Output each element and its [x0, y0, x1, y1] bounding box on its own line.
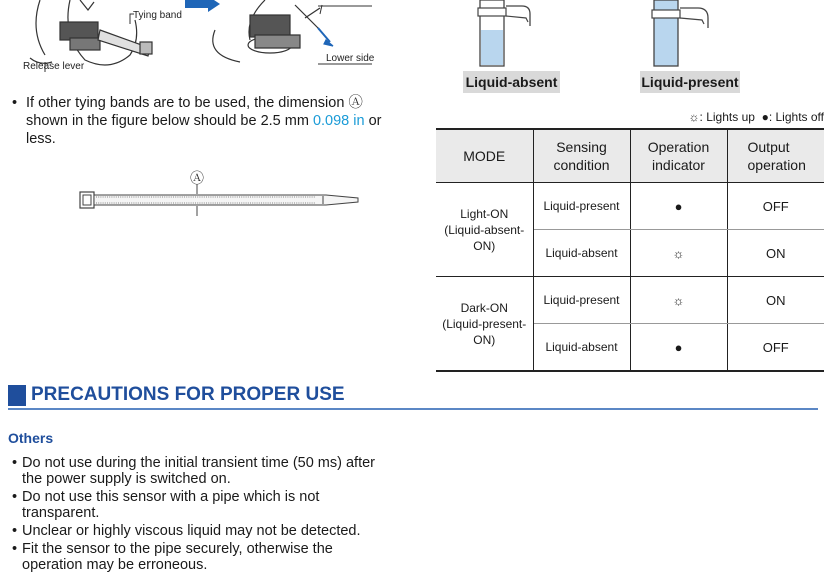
table-row: [436, 277, 824, 324]
condition-cell: Liquid-present: [533, 277, 630, 324]
subsection-title: Others: [8, 430, 54, 446]
header-output-operation: Output operation: [727, 129, 824, 183]
condition-cell: Liquid-absent: [533, 324, 630, 372]
list-item: • Fit the sensor to the pipe securely, otherwise the operation may be erroneous.: [12, 541, 333, 573]
liquid-present-drawing: [646, 0, 736, 68]
lights-off-text: : Lights off: [768, 110, 824, 124]
liquid-absent-label: Liquid-absent: [463, 71, 560, 93]
section-divider: [8, 408, 818, 410]
precautions-list: [12, 455, 392, 575]
liquid-absent-drawing: [470, 0, 560, 68]
mode-cell-light-on: Light-ON (Liquid-absent-ON): [436, 183, 533, 277]
section-marker: [8, 385, 26, 406]
note-line-2-post: or: [364, 113, 382, 129]
table-row: [436, 183, 824, 230]
lights-off-icon: ●: [761, 110, 769, 124]
bullet-icon: •: [12, 489, 18, 505]
liquid-present-label: Liquid-present: [640, 71, 740, 93]
output-cell: ON: [727, 277, 824, 324]
tying-band-note: [12, 94, 412, 148]
bullet-icon: •: [12, 455, 18, 471]
tying-band-label: Tying band: [133, 10, 182, 21]
note-inch-value: 0.098 in: [312, 113, 365, 129]
lights-up-icon: ☼: [688, 110, 700, 124]
release-lever-label: Release lever: [23, 61, 85, 72]
mode-cell-dark-on: Dark-ON (Liquid-present-ON): [436, 277, 533, 372]
indicator-lit-icon: ☼: [630, 230, 727, 277]
bullet-icon: •: [12, 523, 18, 539]
note-line-3: less.: [26, 131, 56, 147]
dimension-marker: Ⓐ: [190, 170, 204, 186]
header-sensing-condition: Sensing condition: [533, 129, 630, 183]
indicator-lit-icon: ☼: [630, 277, 727, 324]
output-cell: OFF: [727, 324, 824, 372]
output-cell: ON: [727, 230, 824, 277]
list-item: • Unclear or highly viscous liquid may not be detected.: [12, 523, 361, 539]
header-operation-indicator: Operation indicator: [630, 129, 727, 183]
cable-tie-drawing: [76, 184, 366, 220]
header-mode: MODE: [436, 129, 533, 183]
list-item: • Do not use during the initial transient time (50 ms) after the power supply is switched on.: [12, 455, 375, 487]
lights-up-text: : Lights up: [699, 110, 755, 124]
indicator-legend: [689, 110, 824, 124]
section-title: PRECAUTIONS FOR PROPER USE: [31, 384, 345, 405]
sensor-after-drawing: [213, 0, 333, 62]
bullet-icon: •: [12, 541, 18, 557]
indicator-off-icon: ●: [630, 324, 727, 372]
list-item: • Do not use this sensor with a pipe which is not transparent.: [12, 489, 320, 521]
note-line-1: If other tying bands are to be used, the dimension Ⓐ: [26, 95, 363, 111]
bullet-icon: •: [12, 95, 18, 111]
table-header-row: [436, 129, 824, 183]
condition-cell: Liquid-absent: [533, 230, 630, 277]
indicator-off-icon: ●: [630, 183, 727, 230]
mode-table: [436, 128, 824, 372]
note-line-2-pre: shown in the figure below should be 2.5 mm: [26, 113, 313, 129]
lower-side-label: Lower side: [326, 53, 375, 64]
condition-cell: Liquid-present: [533, 183, 630, 230]
arrow-icon: [185, 0, 220, 12]
output-cell: OFF: [727, 183, 824, 230]
